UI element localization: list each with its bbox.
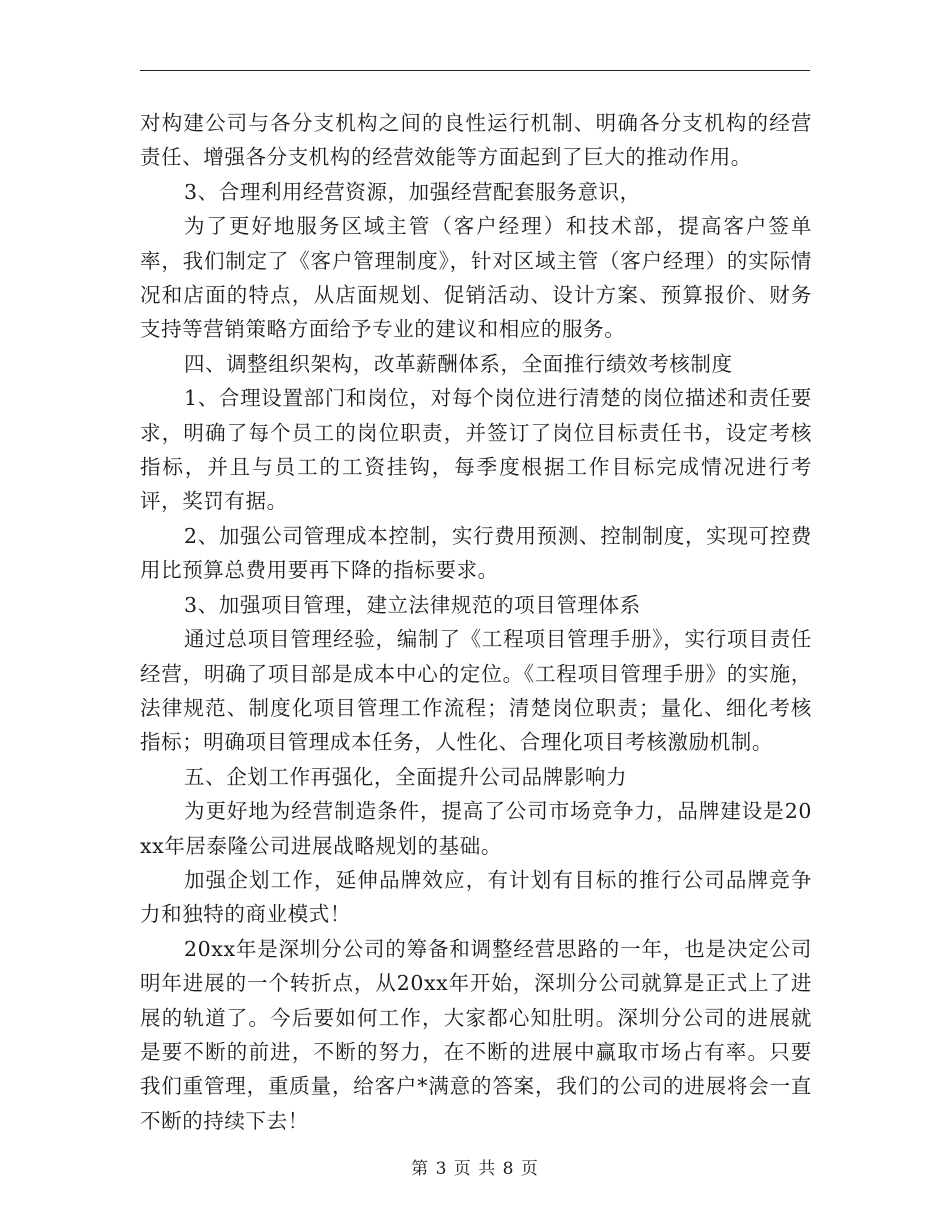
header-rule [140, 70, 810, 71]
section-heading-4: 四、调整组织架构，改革薪酬体系，全面推行绩效考核制度 [184, 351, 733, 376]
paragraph-6: 2、加强公司管理成本控制，实行费用预测、控制制度，实现可控费用比预算总费用要再下降的指标要求。 [140, 523, 812, 583]
page-number-footer: 第 3 页 共 8 页 [411, 1159, 539, 1179]
paragraph-3: 为了更好地服务区域主管（客户经理）和技术部，提高客户签单率，我们制定了《客户管理制度》，针对区域主管（客户经理）的实际情况和店面的特点，从店面规划、促销活动、设计方案、预算报价、财务支持等营销策略方面给予专业的建议和相应的服务。 [140, 214, 812, 342]
paragraph-5: 1、合理设置部门和岗位，对每个岗位进行清楚的岗位描述和责任要求，明确了每个员工的岗位职责，并签订了岗位目标责任书，设定考核指标，并且与员工的工资挂钩，每季度根据工作目标完成情况进行考评，奖罚有据。 [140, 386, 812, 514]
section-heading-5: 五、企划工作再强化，全面提升公司品牌影响力 [184, 764, 628, 789]
paragraph-8: 通过总项目管理经验，编制了《工程项目管理手册》，实行项目责任经营，明确了项目部是成本中心的定位。《工程项目管理手册》的实施，法律规范、制度化项目管理工作流程；清楚岗位职责；量化、细化考核指标；明确项目管理成本任务，人性化、合理化项目考核激励机制。 [140, 627, 812, 755]
paragraph-7: 3、加强项目管理，建立法律规范的项目管理体系 [184, 592, 641, 617]
paragraph-2: 3、合理利用经营资源，加强经营配套服务意识， [184, 179, 641, 204]
paragraph-10: 为更好地为经营制造条件，提高了公司市场竞争力，品牌建设是20xx年居泰隆公司进展战略规划的基础。 [140, 799, 812, 858]
paragraph-1: 对构建公司与各分支机构之间的良性运行机制、明确各分支机构的经营责任、增强各分支机构的经营效能等方面起到了巨大的推动作用。 [140, 111, 812, 170]
paragraph-12: 20xx年是深圳分公司的筹备和调整经营思路的一年，也是决定公司明年进展的一个转折点，从20xx年开始，深圳分公司就算是正式上了进展的轨道了。今后要如何工作，大家都心知肚明。深圳分公司的进展就是要不断的前进，不断的努力，在不断的进展中赢取市场占有率。只要我们重管理，重质量，给客户*满意的答案，我们的公司的进展将会一直不断的持续下去！ [140, 936, 812, 1133]
paragraph-11: 加强企划工作，延伸品牌效应，有计划有目标的推行公司品牌竞争力和独特的商业模式！ [140, 867, 812, 927]
document-body [140, 106, 812, 1138]
